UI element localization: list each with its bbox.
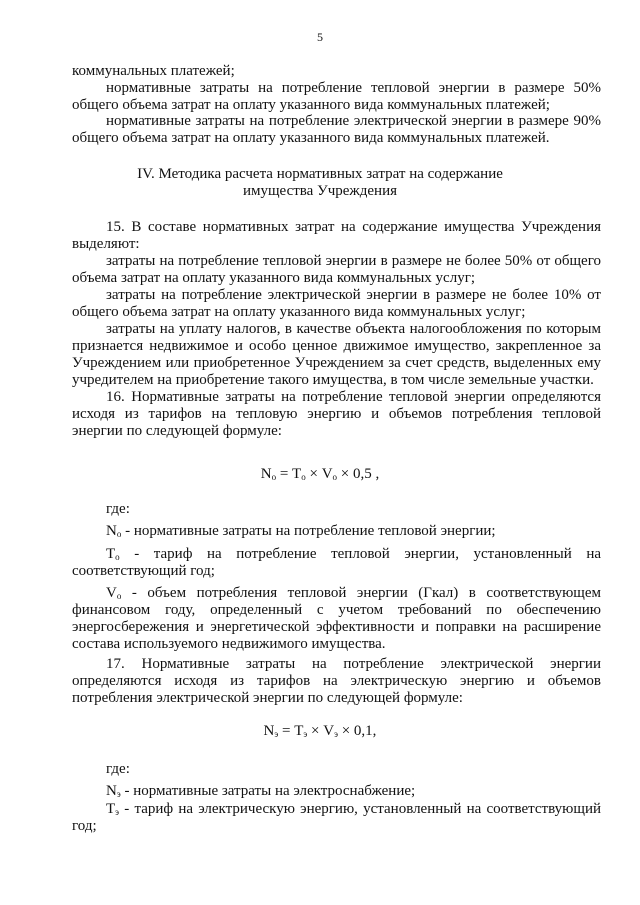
text-line: признается недвижимое и особо ценное движимое имущество, закрепленное за (72, 338, 601, 354)
text-line: исходя из тарифов на тепловую энергию и объемов потребления тепловой (72, 406, 601, 422)
page-number: 5 (317, 30, 323, 44)
text-line: затраты на потребление тепловой энергии в размере не более 50% от общего (106, 253, 601, 269)
text-line: учредителем на приобретение такого имущества, в том числе земельные участки. (72, 372, 594, 388)
text-line: энергосбережения и энергетической эффективности и поправки на расширение (72, 619, 601, 635)
text-line: год; (72, 818, 97, 834)
text-line: 17. Нормативные затраты на потребление электрической энергии (106, 656, 601, 672)
text-line: объема затрат на оплату указанного вида коммунальных услуг; (72, 270, 476, 286)
text-line: нормативные затраты на потребление электрической энергии в размере 90% (106, 113, 601, 129)
text-line: определяются исходя из тарифов на электрическую энергию и объемов (72, 673, 601, 689)
definition-line: $T_э$ - тариф на электрическую энергию, установленный на соответствующий (106, 801, 601, 817)
text-line: коммунальных платежей; (72, 63, 235, 79)
formula-electric: $N_э = T_э \times V_э \times 0,1$, (263, 723, 377, 739)
text-line: общего объема затрат на оплату указанного вида коммунальных платежей; (72, 97, 550, 113)
definition-line: $N_э$ - нормативные затраты на электроснабжение; (106, 783, 416, 799)
text-line: общего объема затрат на оплату указанного вида коммунальных услуг; (72, 304, 526, 320)
section-heading-line1: IV. Методика расчета нормативных затрат на содержание (137, 166, 503, 182)
definition-line: $N_о$ - нормативные затраты на потребление тепловой энергии; (106, 523, 496, 539)
text-line: потребления электрической энергии по следующей формуле: (72, 690, 463, 706)
text-line: 15. В составе нормативных затрат на содержание имущества Учреждения (106, 219, 601, 235)
text-line: соответствующий год; (72, 563, 215, 579)
text-line: финансовом году, определенный с учетом требований по обеспечению (72, 602, 601, 618)
text-line: общего объема затрат на оплату указанного вида коммунальных платежей. (72, 130, 550, 146)
text-line: Учреждением или приобретенное Учреждением за счет средств, выделенных ему (72, 355, 601, 371)
definition-line: $T_о$ - тариф на потребление тепловой энергии, установленный на (106, 546, 601, 562)
text-line: энергии по следующей формуле: (72, 423, 282, 439)
text-line: нормативные затраты на потребление тепловой энергии в размере 50% (106, 80, 601, 96)
text-line: состава используемого недвижимого имущества. (72, 636, 386, 652)
text-line: где: (106, 761, 130, 777)
text-line: 16. Нормативные затраты на потребление тепловой энергии определяются (106, 389, 601, 405)
text-line: затраты на потребление электрической энергии в размере не более 10% от (106, 287, 601, 303)
formula-heat: $N_о = T_о \times V_о \times 0,5$ , (260, 466, 380, 482)
definition-line: $V_о$ - объем потребления тепловой энергии (Гкал) в соответствующем (106, 585, 601, 601)
text-line: где: (106, 501, 130, 517)
section-heading-line2: имущества Учреждения (242, 183, 398, 199)
text-line: затраты на уплату налогов, в качестве объекта налогообложения по которым (106, 321, 601, 337)
text-line: выделяют: (72, 236, 140, 252)
